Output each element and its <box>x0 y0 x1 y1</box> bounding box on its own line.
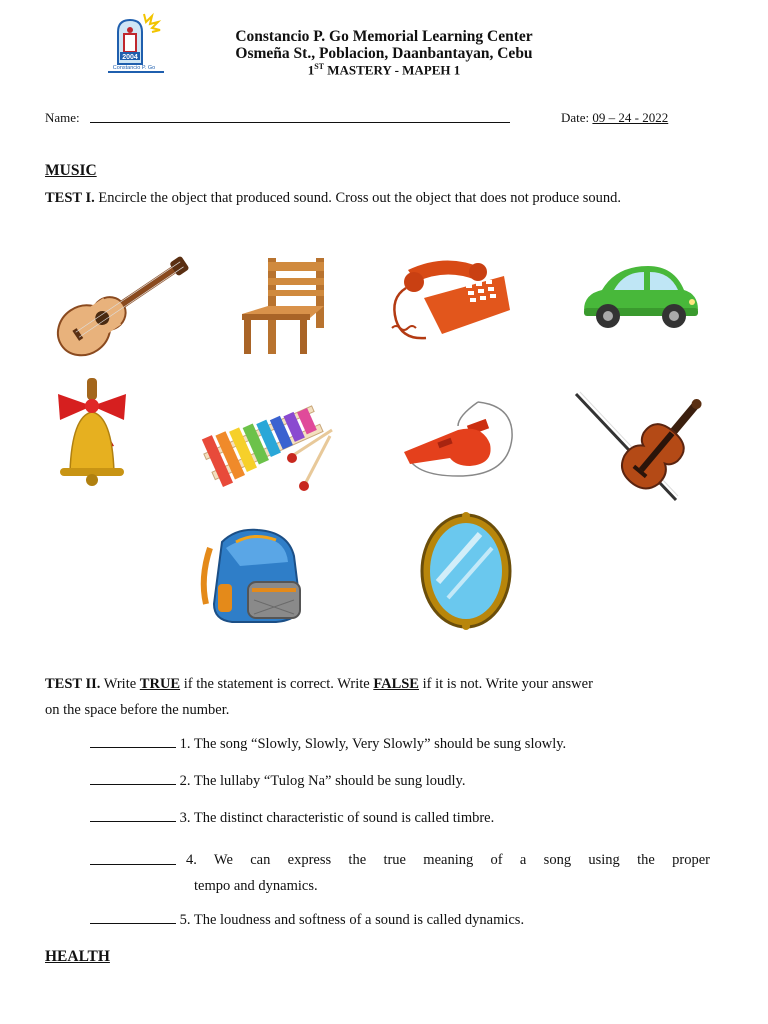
whistle-image[interactable] <box>398 396 516 482</box>
logo-year: 2004 <box>122 54 138 61</box>
answer-blank-1[interactable] <box>90 735 176 748</box>
name-row <box>45 110 80 126</box>
test2-item-1 <box>90 735 566 753</box>
test2-item-4 <box>90 847 710 899</box>
answer-blank-5[interactable] <box>90 911 176 924</box>
test2-pre: Write <box>103 676 137 692</box>
item-3-text: 3. The distinct characteristic of sound is called timbre. <box>179 810 495 826</box>
test2-post: if it is not. Write your answer <box>422 676 593 692</box>
music-heading: MUSIC <box>45 162 97 179</box>
exam-title <box>0 62 768 78</box>
logo-name: Constancio P. Go <box>112 65 156 71</box>
test1-text: Encircle the object that produced sound. Cross out the object that does not produce sound. <box>98 190 622 206</box>
car-image[interactable] <box>578 260 702 334</box>
date-value: 09 – 24 - 2022 <box>592 110 669 125</box>
name-field[interactable] <box>90 122 510 123</box>
name-label: Name: <box>45 110 80 125</box>
answer-blank-2[interactable] <box>90 772 176 785</box>
test2-instructions <box>45 671 722 723</box>
xylophone-image[interactable] <box>200 396 334 494</box>
exam-ordinal: 1 <box>307 62 315 78</box>
item-4-text: 4. We can express the true meaning of a song using the proper <box>186 852 710 868</box>
guitar-image[interactable] <box>48 248 198 360</box>
test2-item-2 <box>90 772 465 790</box>
chair-image[interactable] <box>238 256 338 356</box>
answer-blank-4[interactable] <box>90 852 176 865</box>
date-label: Date: <box>561 110 590 125</box>
date-row <box>561 110 668 126</box>
test2-line2: on the space before the number. <box>45 702 230 718</box>
test1-instructions <box>45 189 722 207</box>
test2-mid: if the statement is correct. Write <box>183 676 370 692</box>
item-5-text: 5. The loudness and softness of a sound is called dynamics. <box>179 912 525 928</box>
exam-title-text: MASTERY - MAPEH 1 <box>327 62 461 78</box>
exam-ordinal-suffix: ST <box>314 62 324 71</box>
school-name: Constancio P. Go Memorial Learning Center <box>235 28 533 45</box>
item-2-text: 2. The lullaby “Tulog Na” should be sung loudly. <box>179 773 466 789</box>
backpack-image[interactable] <box>196 528 306 628</box>
item-4-text-line2: tempo and dynamics. <box>194 878 318 894</box>
test1-label: TEST I. <box>45 190 95 206</box>
test2-item-5 <box>90 911 524 929</box>
telephone-image[interactable] <box>386 258 514 346</box>
item-1-text: 1. The song “Slowly, Slowly, Very Slowly” should be sung slowly. <box>179 736 567 752</box>
mirror-image[interactable] <box>418 512 514 630</box>
test2-false: FALSE <box>373 676 419 692</box>
test2-label: TEST II. <box>45 676 101 692</box>
school-address: Osmeña St., Poblacion, Daanbantayan, Cebu <box>235 45 533 62</box>
health-heading: HEALTH <box>45 948 110 965</box>
test2-item-3 <box>90 809 494 827</box>
violin-image[interactable] <box>572 384 710 504</box>
bell-image[interactable] <box>52 376 132 488</box>
test2-true: TRUE <box>139 676 181 692</box>
answer-blank-3[interactable] <box>90 809 176 822</box>
